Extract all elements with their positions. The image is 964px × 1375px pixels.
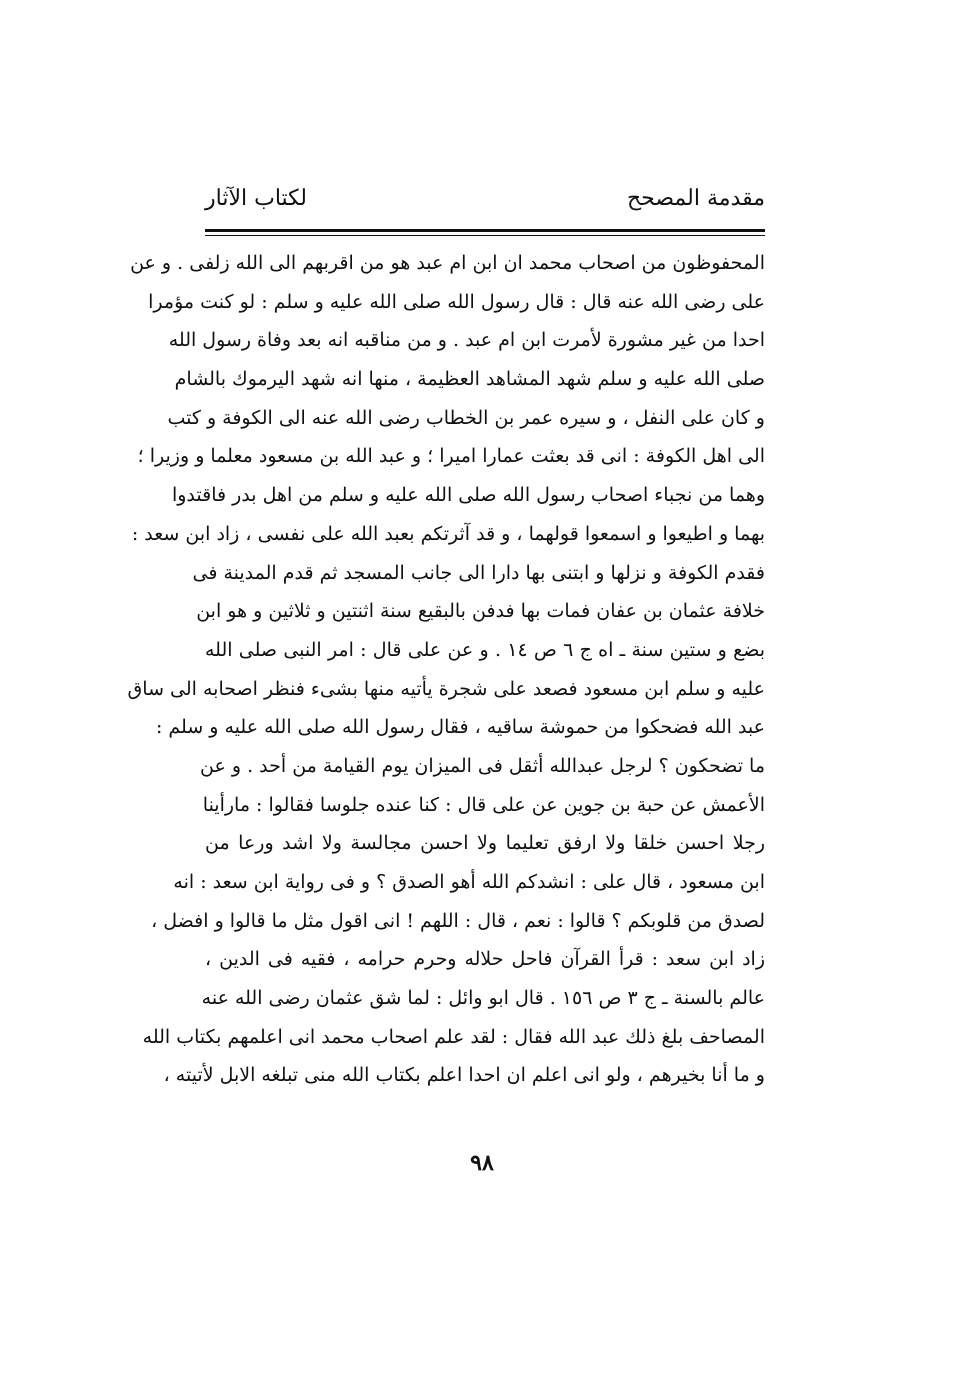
header-rule-thin — [205, 235, 765, 236]
text-line: بهما و اطيعوا و اسمعوا قولهما ، و قد آثرتكم بعبد الله على نفسى ، زاد ابن سعد : — [131, 522, 765, 545]
text-line: زاد ابن سعد : قرأ القرآن فاحل حلاله وحرم حرامه ، فقيه فى الدين ، — [205, 948, 765, 971]
text-line: المحفوظون من اصحاب محمد ان ابن ام عبد هو من اقربهم الى الله زلفى . و عن — [130, 252, 765, 274]
text-line: ما تضحكون ؟ لرجل عبدالله أثقل فى الميزان يوم القيامة من أحد . و عن — [200, 754, 765, 777]
header-rule-thick — [205, 229, 765, 232]
text-line: و كان على النفل ، و سيره عمر بن الخطاب رضى الله عنه الى الكوفة و كتب — [167, 406, 765, 429]
text-line: بضع و ستين سنة ـ اه ج ٦ ص ١٤ . و عن على قال : امر النبى صلى الله — [205, 638, 765, 661]
body-text — [127, 244, 765, 1095]
text-line: احدا من غير مشورة لأمرت ابن ام عبد . و من مناقبه انه بعد وفاة رسول الله — [168, 329, 765, 352]
text-line: خلافة عثمان بن عفان فمات بها فدفن بالبقيع سنة اثنتين و ثلاثين و هو ابن — [196, 600, 765, 623]
text-line: الأعمش عن حبة بن جوين عن على قال : كنا عنده جلوسا فقالوا : مارأينا — [202, 793, 765, 816]
running-header — [205, 186, 765, 226]
text-line: عليه و سلم ابن مسعود فصعد على شجرة يأتيه منها بشىء فنظر اصحابه الى ساق — [127, 677, 765, 700]
header-left-title: لكتاب الآثار — [205, 186, 308, 211]
text-line: المصاحف بلغ ذلك عبد الله فقال : لقد علم اصحاب محمد انى اعلمهم بكتاب الله — [142, 1025, 765, 1048]
text-line: وهما من نجباء اصحاب رسول الله صلى الله عليه و سلم من اهل بدر فاقتدوا — [171, 484, 765, 507]
text-line: على رضى الله عنه قال : قال رسول الله صلى الله عليه و سلم : لو كنت مؤمرا — [148, 290, 765, 313]
text-line: عالم بالسنة ـ ج ٣ ص ١٥٦ . قال ابو وائل : لما شق عثمان رضى الله عنه — [201, 987, 765, 1010]
header-right-title: مقدمة المصحح — [626, 186, 765, 211]
text-line: رجلا احسن خلقا ولا ارفق تعليما ولا احسن مجالسة ولا اشد ورعا من — [205, 832, 765, 855]
text-line: ابن مسعود ، قال على : انشدكم الله أهو الصدق ؟ و فى رواية ابن سعد : انه — [173, 871, 765, 893]
text-line: فقدم الكوفة و نزلها و ابتنى بها دارا الى جانب المسجد ثم قدم المدينة فى — [192, 561, 765, 584]
text-line: صلى الله عليه و سلم شهد المشاهد العظيمة ، منها انه شهد اليرموك بالشام — [174, 368, 765, 391]
text-line: عبد الله فضحكوا من حموشة ساقيه ، فقال رسول الله صلى الله عليه و سلم : — [155, 716, 765, 739]
text-line: لصدق من قلوبكم ؟ قالوا : نعم ، قال : اللهم ! انى اقول مثل ما قالوا و افضل ، — [151, 909, 765, 932]
text-line: الى اهل الكوفة : انى قد بعثت عمارا اميرا ؛ و عبد الله بن مسعود معلما و وزيرا ؛ — [137, 445, 765, 468]
text-line: و ما أنا بخيرهم ، ولو انى اعلم ان احدا اعلم بكتاب الله منى تبلغه الابل لأتيته ، — [163, 1064, 765, 1087]
page-number: ٩٨ — [470, 1150, 494, 1176]
